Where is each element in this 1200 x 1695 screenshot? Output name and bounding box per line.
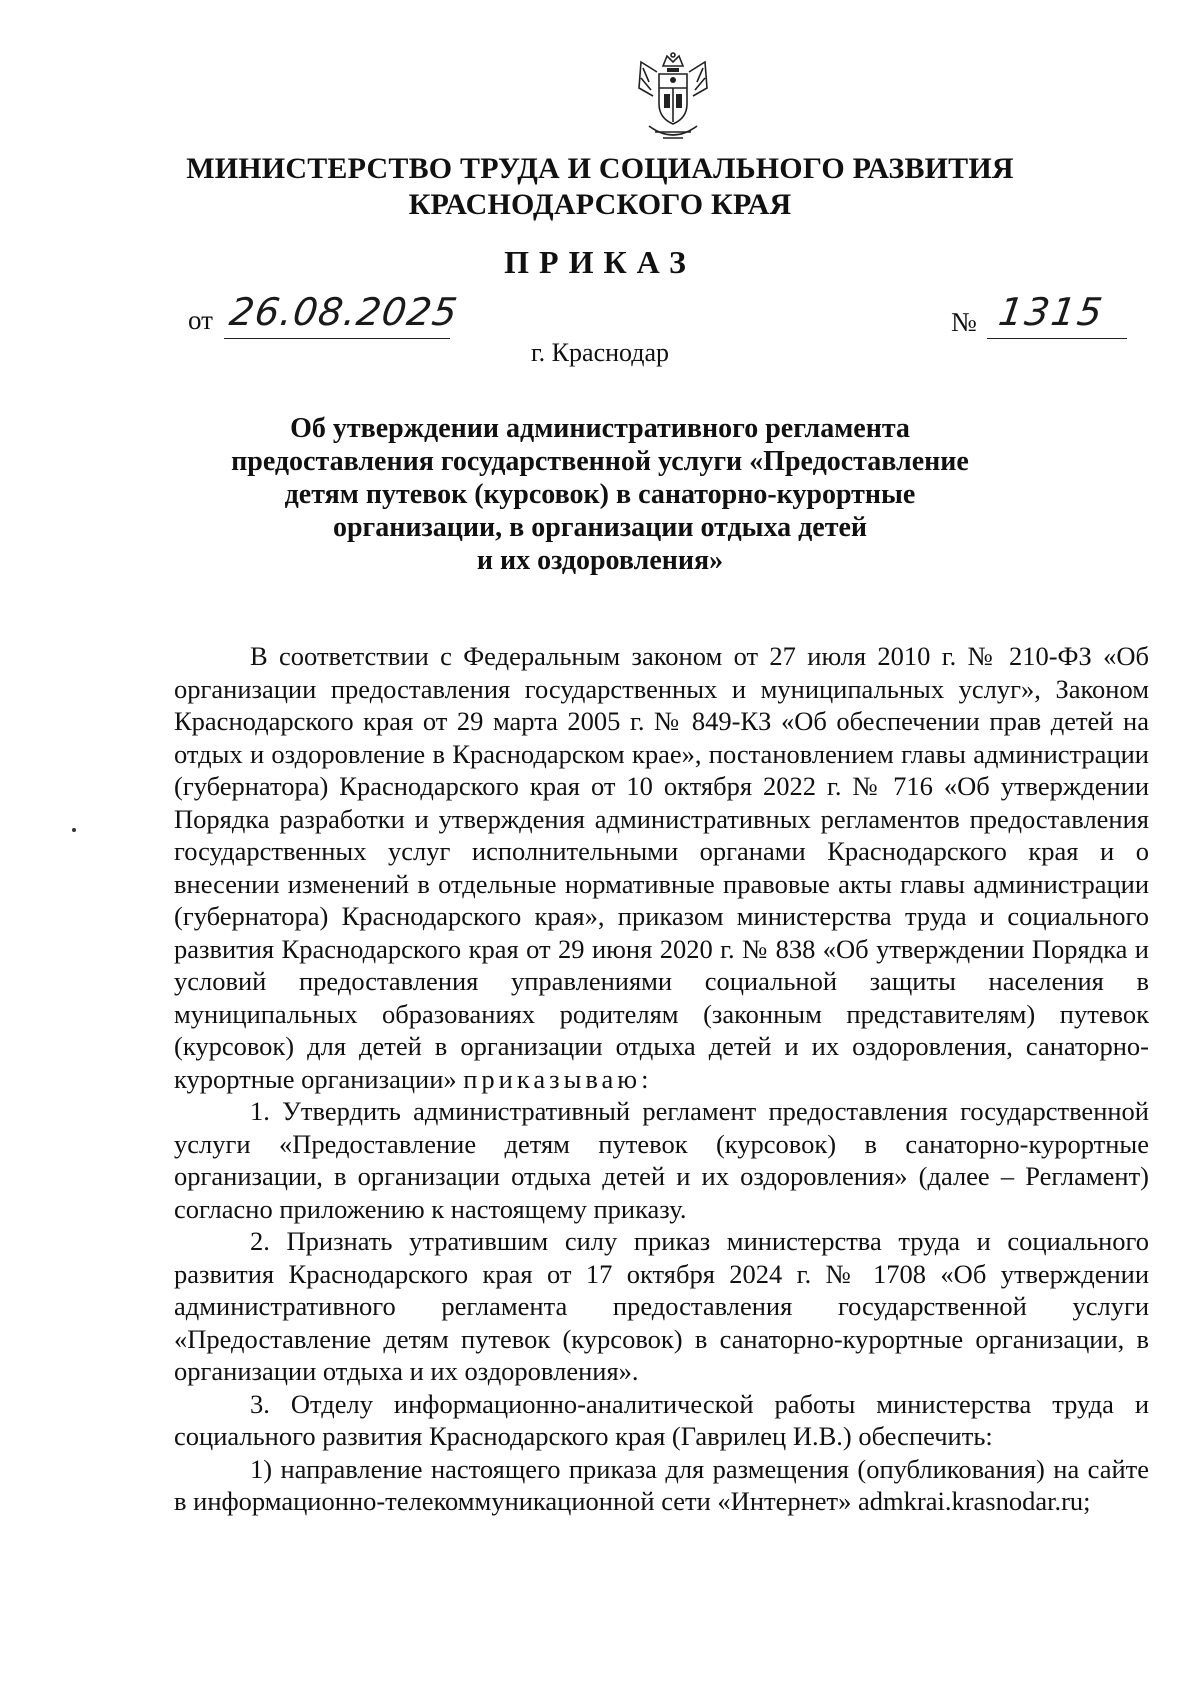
coat-of-arms-icon [633,52,713,146]
number-label: № [951,307,977,337]
title-line: Об утверждении административного регламента [290,413,910,444]
ministry-name-line-2: КРАСНОДАРСКОГО КРАЯ [408,188,792,221]
order-item-3: 3. Отделу информационно-аналитической работы министерства труда и социального развития Краснодарского края (Гаврилец И.В.) обеспечить: [174,1388,1149,1451]
order-item-2: 2. Признать утратившим силу приказ министерства труда и социального развития Краснодарского края от 17 октября 2024 г. № 1708 «Об утверждении административного регламента предоставления государственной услуги «Предоставление детям путевок (курсовок) в санаторно-курортные организации, в организации отдыха и их оздоровления». [174,1226,1149,1386]
order-word: приказываю: [463,1063,653,1094]
title-line: организации, в организации отдыха детей [332,512,868,543]
order-item-1: 1. Утвердить административный регламент предоставления государственной услуги «Предоставление детям путевок (курсовок) в санаторно-курортные организации, в организации отдыха детей и их оздоровления» (далее – Регламент) согласно приложению к настоящему приказу. [174,1096,1149,1224]
handwritten-number: 1315 [995,290,1107,334]
city-name: г. Краснодар [530,338,670,367]
document-type-heading: ПРИКАЗ [504,244,696,280]
title-line: детям путевок (курсовок) в санаторно-курортные [284,479,916,510]
date-field [224,290,461,339]
order-item-3-1: 1) направление настоящего приказа для размещения (опубликования) на сайте в информационно-телекоммуникационной сети «Интернет» admkrai.krasnodar.ru; [174,1453,1149,1516]
ministry-name-line-1: МИНИСТЕРСТВО ТРУДА И СОЦИАЛЬНОГО РАЗВИТИЯ [186,152,1014,185]
preamble-paragraph [174,640,1149,1095]
number-field [987,290,1127,339]
preamble-text: В соответствии с Федеральным законом от 27 июля 2010 г. № 210-ФЗ «Об организации предоставления государственных и муниципальных услуг», Законом Краснодарского края от 29 марта 2005 г. № 849-КЗ «Об обеспечении прав детей на отдых и оздоровление в Краснодарском крае», постановлением главы администрации (губернатора) Краснодарского края от 10 октября 2022 г. № 716 «Об утверждении Порядка разработки и утверждения административных регламентов предоставления государственных услуг исполнительными органами Краснодарского края и о внесении изменений в отдельные нормативные правовые акты главы администрации (губернатора) Краснодарского края», приказом министерства труда и социального развития Краснодарского края от 29 июня 2020 г. № 838 «Об утверждении Порядка и условий предоставления управлениями социальной защиты населения в муниципальных образованиях родителям (законным представителям) путевок (курсовок) для детей в организации отдыха детей и их оздоровления, санаторно-курортные организации» [174,641,1149,1094]
order-title [0,412,1200,577]
date-label: от [188,305,213,335]
document-body [174,640,1149,1518]
title-line: и их оздоровления» [476,545,724,576]
title-line: предоставления государственной услуги «Предоставление [231,446,969,477]
handwritten-date: 26.08.2025 [226,290,461,334]
scan-speck [72,828,76,832]
